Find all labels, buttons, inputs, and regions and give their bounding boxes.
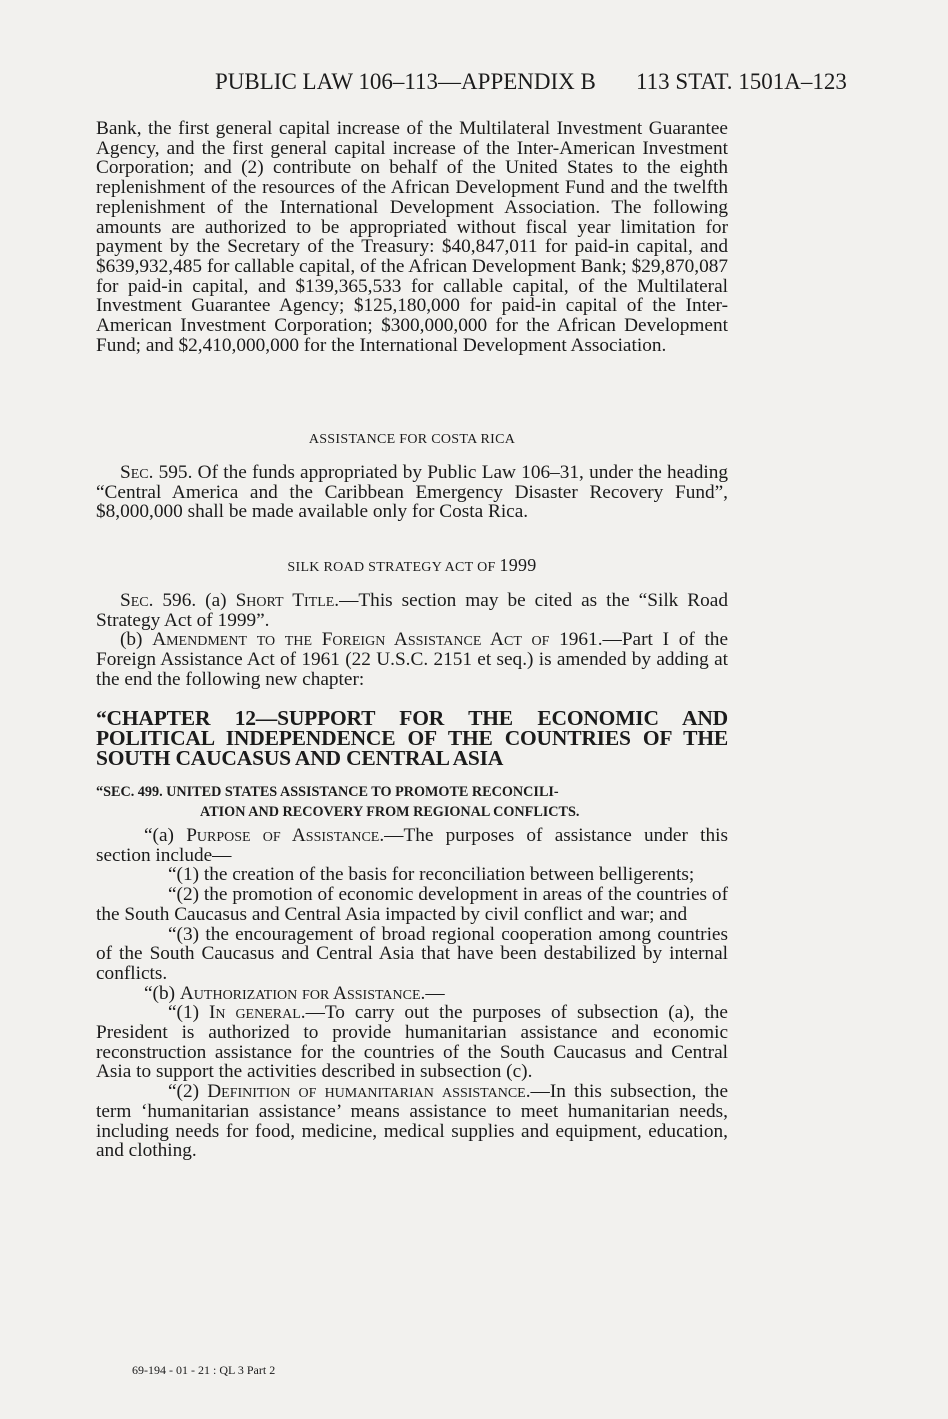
intro-text: Bank, the first general capital increase of the Multilateral Investment Guarantee Agency, and the first general capital increase of the Inter-American Investment Corporation; and (2) contribute on behalf of the United States to the eighth replenishment of the resources of the African Development Fund and the twelfth replenishment of the International Development Association. The following amounts are authorized to be appropriated without fiscal year limitation for payment by the Secretary of the Treasury: $40,847,011 for paid-in capital, and $639,932,485 for callable capital, of the African Development Bank; $29,870,087 for paid-in capital, and $139,365,533 for callable capital, of the Multilateral Investment Guarantee Agency; $125,180,000 for paid-in capital of the Inter-American Investment Corporation; $300,000,000 for the African Development Fund; and $2,410,000,000 for the International Development Association.: [96, 118, 728, 356]
authorization-item-2-label: “(2): [168, 1081, 200, 1103]
authorization-item-1-label: “(1): [168, 1002, 200, 1024]
sec-596-a-title: Short Title.: [235, 590, 340, 611]
sec-499-line-2: ATION AND RECOVERY FROM REGIONAL CONFLICTS.: [200, 804, 580, 820]
purpose-a-label: “(a): [144, 825, 174, 846]
purpose-item-2: “(2) the promotion of economic development in areas of the countries of the South Caucasus and Central Asia impacted by civil conflict and war; and: [96, 884, 728, 925]
sec-596-a-text: —This section may be cited as the “Silk Road Strategy Act of 1999”.: [96, 590, 729, 631]
authorization-item-1-text: —To carry out the purposes of subsection (a), the President is authorized to provide humanitarian assistance and economic reconstruction assistance for the countries of the South Caucasus and Central Asia to support the activities described in subsection (c).: [96, 1002, 728, 1083]
sec-596-b-text: —Part I of the Foreign Assistance Act of 1961 (22 U.S.C. 2151 et seq.) is amended by adding at the end the following new chapter:: [96, 629, 729, 690]
purpose-of-assistance: [96, 826, 728, 1161]
running-header: [215, 62, 865, 102]
intro-paragraph: [96, 119, 728, 355]
sec-596-a-label: (a): [205, 590, 227, 611]
header-page-citation: 113 STAT. 1501A–123: [636, 69, 847, 94]
sec-596-b-label: (b): [120, 629, 143, 651]
authorization-b-dash: —: [425, 982, 445, 1004]
authorization-b-title: Authorization for Assistance.: [179, 982, 426, 1004]
section-595: [96, 463, 728, 522]
print-job-footer: 69-194 - 01 - 21 : QL 3 Part 2: [132, 1363, 276, 1377]
authorization-item-2-title: Definition of humanitarian assistance.: [207, 1081, 531, 1103]
purpose-a-text: —The purposes of assistance under this section include—: [96, 825, 728, 866]
purpose-item-1: “(1) the creation of the basis for reconciliation between belligerents;: [168, 864, 695, 886]
purpose-a-title: Purpose of Assistance.: [186, 825, 385, 846]
sec-499-line-1: “SEC. 499. UNITED STATES ASSISTANCE TO PROMOTE RECONCILI-: [96, 784, 559, 800]
sec-596-b-title: Amendment to the Foreign Assistance Act of 1961.: [152, 629, 603, 651]
chapter-12-heading: “CHAPTER 12—SUPPORT FOR THE ECONOMIC AND POLITICAL INDEPENDENCE OF THE COUNTRIES OF THE SOUTH CAUCASUS AND CENTRAL ASIA: [96, 706, 728, 770]
silk-road-heading-year: 1999: [499, 555, 537, 575]
purpose-item-3: “(3) the encouragement of broad regional cooperation among countries of the South Caucasus and Central Asia that have been destabilized by internal conflicts.: [96, 923, 728, 984]
silk-road-heading: [96, 556, 728, 577]
authorization-b-label: “(b): [144, 982, 176, 1004]
sec-595-label: Sec. 595.: [120, 462, 193, 483]
section-596: [96, 591, 728, 690]
section-499-heading: [96, 782, 728, 822]
authorization-item-2-text: —In this subsection, the term ‘humanitarian assistance’ means assistance to meet humanitarian needs, including needs for food, medicine, medical supplies and equipment, education, and clothing.: [96, 1081, 729, 1162]
header-law-title: PUBLIC LAW 106–113—APPENDIX B: [215, 69, 596, 94]
costa-rica-heading: ASSISTANCE FOR COSTA RICA: [308, 432, 516, 447]
sec-595-text: Of the funds appropriated by Public Law 106–31, under the heading “Central America and the Caribbean Emergency Disaster Recovery Fund”, $8,000,000 shall be made available only for Costa Rica.: [96, 462, 729, 523]
authorization-item-1-title: In general.: [208, 1002, 306, 1024]
silk-road-heading-text: SILK ROAD STRATEGY ACT OF: [287, 560, 496, 575]
sec-596-label: Sec. 596.: [120, 590, 197, 611]
